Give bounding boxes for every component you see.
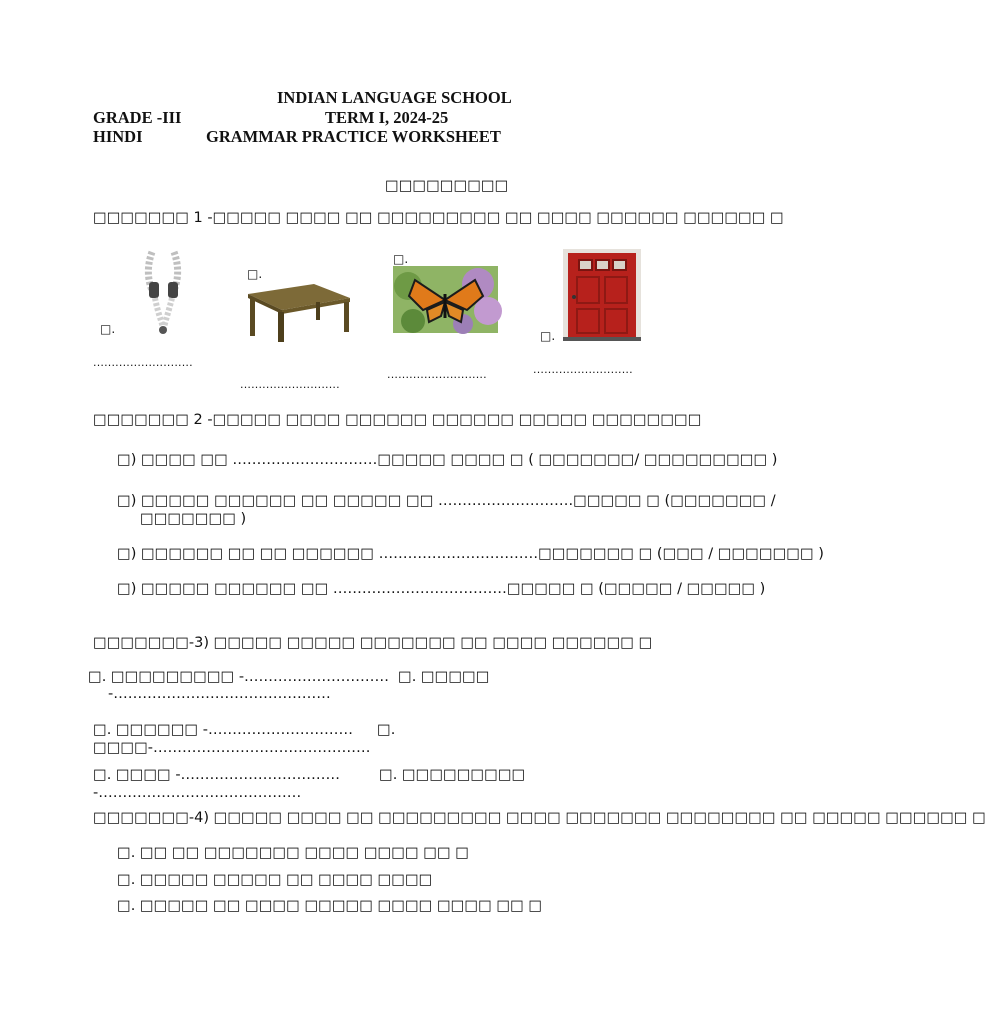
grade-label: GRADE -III [93,108,182,127]
q2-heading: □□□□□□□ 2 -□□□□□ □□□□ □□□□□□ □□□□□□ □□□□□ □□□□□□□□ [93,412,702,428]
school-name: INDIAN LANGUAGE SCHOOL [277,88,512,107]
q2-item-1: □) □□□□ □□ …………………………□□□□□ □□□□ □ ( □□□□□□□/ □□□□□□□□□ ) [117,452,778,468]
q2-item-4: □) □□□□□ □□□□□□ □□ ………………………………□□□□□ □ (□□□□□ / □□□□□ ) [117,581,766,597]
q2-item-2-cont: □□□□□□□ ) [140,511,247,527]
butterfly-image [393,266,498,333]
term-label: TERM I, 2024-25 [325,108,449,127]
picture-2-blank[interactable]: ........................... [240,378,340,391]
worksheet-title: GRAMMAR PRACTICE WORKSHEET [206,127,501,146]
subject-label: HINDI [93,127,143,146]
q3-pair-1-left: □. □□□□□□□□□ -………………………… [88,669,390,685]
q3-heading: □□□□□□□-3) □□□□□ □□□□□ □□□□□□□ □□ □□□□ □□□□□□ □ [93,635,653,651]
q2-item-3: □) □□□□□□ □□ □□ □□□□□□ ……………………………□□□□□□□ □ (□□□ / □□□□□□□ ) [117,546,824,562]
picture-4-blank[interactable]: ........................... [533,363,633,376]
q3-pair-2-left: □. □□□□□□ -………………………… [93,722,353,738]
topic-title: □□□□□□□□□ [385,178,509,194]
q3-pair-3-right-blank[interactable]: -…………………………………… [93,785,302,801]
q3-pair-3-right: □. □□□□□□□□□ [379,767,526,783]
q3-pair-2-right-blank[interactable]: □□□□-……………………………………… [93,740,371,756]
garland-image [140,248,186,336]
picture-1-blank[interactable]: ........................... [93,356,193,369]
picture-3-label: □. [393,252,409,266]
q4-heading: □□□□□□□-4) □□□□□ □□□□ □□ □□□□□□□□□ □□□□ □□□□□□□ □□□□□□□□ □□ □□□□□ □□□□□□ □ [93,810,986,826]
q4-item-3: □. □□□□□ □□ □□□□ □□□□□ □□□□ □□□□ □□ □ [117,898,543,914]
q3-pair-2-right: □. [377,722,396,738]
q3-pair-1-right-blank[interactable]: -……………………………………… [108,686,331,702]
door-image [563,249,641,341]
picture-4-label: □. [540,329,556,343]
picture-1-label: □. [100,322,116,336]
table-image [244,282,352,344]
q2-item-2: □) □□□□□ □□□□□□ □□ □□□□□ □□ ……………………….□□□□□ □ (□□□□□□□ / [117,493,776,509]
q4-item-1: □. □□ □□ □□□□□□□ □□□□ □□□□ □□ □ [117,845,469,861]
picture-2-label: □. [247,267,263,281]
q3-pair-1-right: □. □□□□□ [398,669,490,685]
q3-pair-3-left: □. □□□□ -…………………………… [93,767,341,783]
q4-item-2: □. □□□□□ □□□□□ □□ □□□□ □□□□ [117,872,433,888]
picture-3-blank[interactable]: ........................... [387,368,487,381]
q1-heading: □□□□□□□ 1 -□□□□□ □□□□ □□ □□□□□□□□□ □□ □□□□ □□□□□□ □□□□□□ □ [93,210,784,226]
